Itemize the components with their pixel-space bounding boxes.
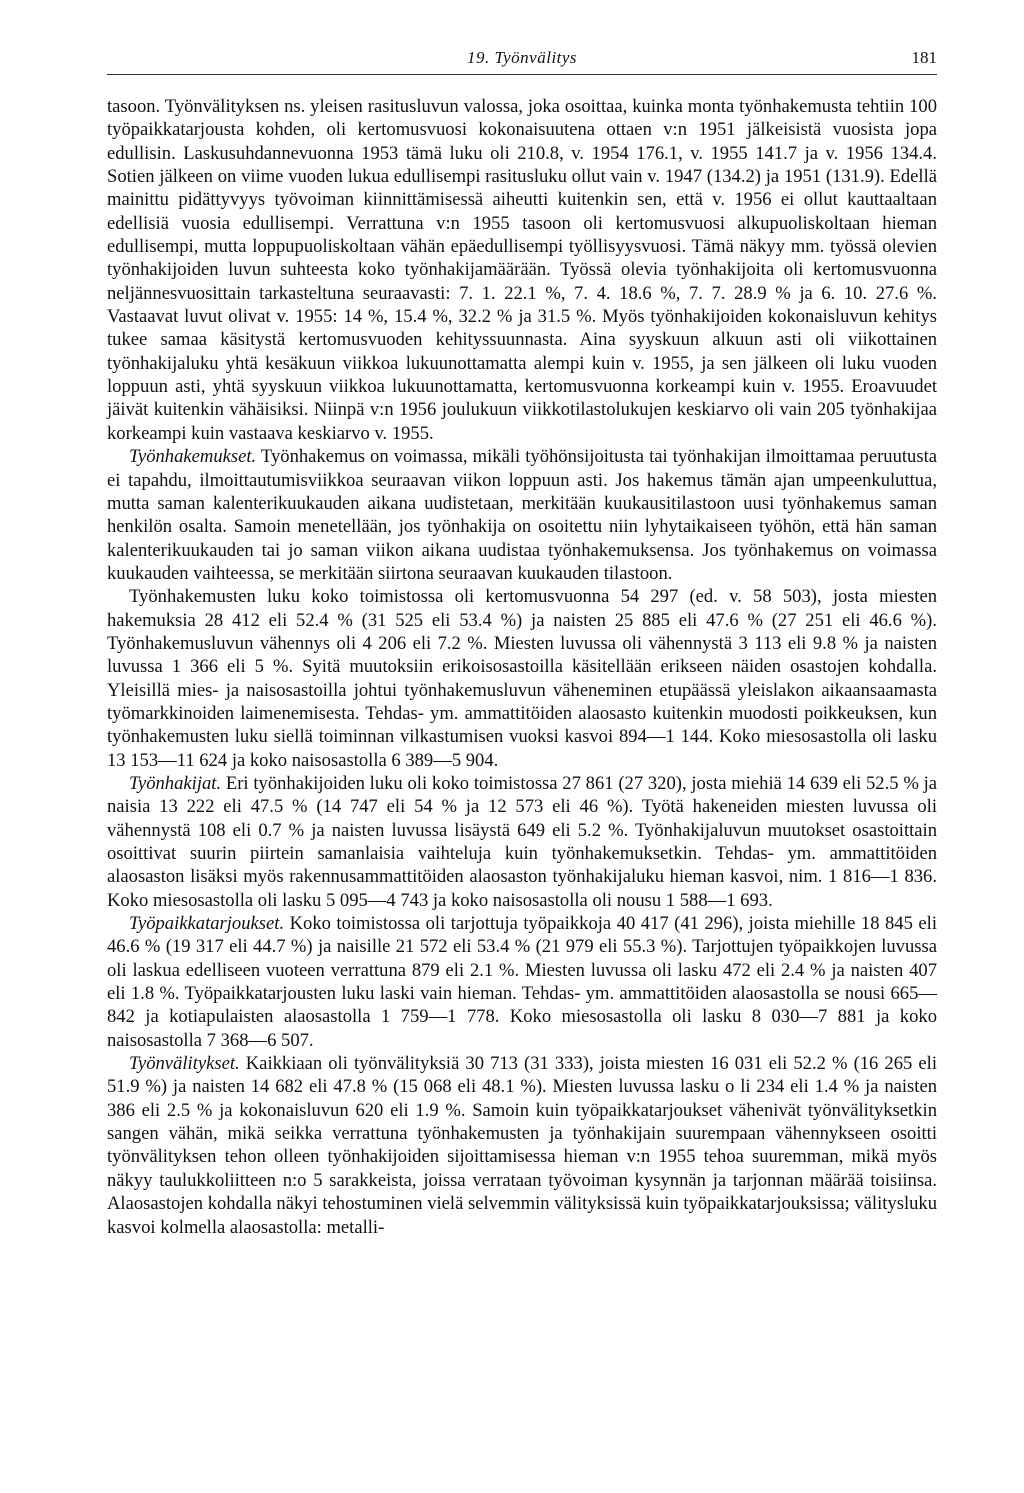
section-lead-heading: Työpaikkatarjoukset. (129, 913, 285, 935)
paragraph (107, 772, 937, 912)
running-header (107, 44, 937, 75)
section-lead-heading: Työnhakijat. (129, 772, 222, 794)
paragraph-text: Eri työnhakijoiden luku oli koko toimistossa 27 861 (27 320), josta miehiä 14 639 eli 52.5 % ja naisia 13 222 eli 47.5 % (14 747 eli 54 % ja 12 573 eli 46 %). Työtä hakeneiden miesten luvussa oli vähennystä 108 eli 0.7 % ja naisten luvussa lisäystä 649 eli 5.2 %. Työnhakijaluvun muutokset osastoittain osoittivat suurin piirtein samanlaisia vaihteluja kuin työnhakemuksetkin. Tehdas- ym. ammattitöiden alaosaston lisäksi myös rakennusammattitöiden alaosaston työnhakijaluku hieman kasvoi, nim. 1 816—1 836. Koko miesosastolla oli lasku 5 095—4 743 ja koko naisosastolla oli nousu 1 588—1 693. (107, 772, 937, 911)
body-text (107, 95, 937, 1239)
paragraph (107, 95, 937, 445)
paragraph (107, 1052, 937, 1239)
paragraph (107, 585, 937, 772)
paragraph-text: Työnhakemus on voimassa, mikäli työhönsijoitusta tai työnhakijan ilmoittamaa peruutusta ei tapahdu, ilmoittautumisviikkoa seuraavan viikon loppuun asti. Jos hakemus tämän ajan umpeenkuluttua, mutta saman kalenterikuukauden aikana uudistetaan, merkitään kuukausitilastoon uusi työnhakemus saman henkilön osalta. Samoin menetellään, jos työnhakija on osoitettu niin lyhytaikaiseen työhön, että hän saman kalenterikuukauden tai jo saman viikon aikana uudistaa työnhakemuksensa. Jos työnhakemus on voimassa kuukauden vaihteessa, se merkitään siirtona seuraavan kuukauden tilastoon. (107, 446, 937, 584)
paragraph-text: Työnhakemusten luku koko toimistossa oli kertomusvuonna 54 297 (ed. v. 58 503), josta miesten hakemuksia 28 412 eli 52.4 % (31 525 eli 53.4 %) ja naisten 25 885 eli 47.6 % (27 251 eli 46.6 %). Työnhakemusluvun vähennys oli 4 206 eli 7.2 %. Miesten luvussa oli vähennystä 3 113 eli 9.8 % ja naisten luvussa 1 366 eli 5 %. Syitä muutoksiin erikoisosastoilla käsitellään erikseen näiden osastojen kohdalla. Yleisillä mies- ja naisosastoilla johtui työnhakemusluvun väheneminen etupäässä yleislakon aikaansaamasta työmarkkinoiden laimenemisesta. Tehdas- ym. ammattitöiden alaosasto kuitenkin muodosti poikkeuksen, kun työnhakemusten luku siellä toiminnan vilkastumisen vuoksi kasvoi 894—1 144. Koko miesosastolla oli lasku 13 153—11 624 ja koko naisosastolla 6 389—5 904. (107, 586, 937, 771)
section-lead-heading: Työnvälitykset. (129, 1053, 240, 1075)
page-number: 181 (911, 48, 937, 67)
chapter-title: 19. Työnvälitys (466, 48, 578, 67)
paragraph (107, 912, 937, 1052)
paragraph-text: Kaikkiaan oli työnvälityksiä 30 713 (31 333), joista miesten 16 031 eli 52.2 % (16 265 eli 51.9 %) ja naisten 14 682 eli 47.8 % (15 068 eli 48.1 %). Miesten luvussa lasku o li 234 eli 1.4 % ja naisten 386 eli 2.5 % ja kokonaisluvun 620 eli 1.9 %. Samoin kuin työpaikkatarjoukset vähenivät työnvälityksetkin sangen vähän, mikä seikka verrattuna työnhakemusten ja työnhakijain suurempaan vähennykseen osoitti työnvälityksen tehon olleen työnhakijoiden sijoittamisessa hieman v:n 1955 tehoa suuremman, mikä myös näkyy taulukkoliitteen n:o 5 sarakkeista, joissa verrataan työvoiman kysynnän ja tarjonnan määrää toisiinsa. Alaosastojen kohdalla näkyi tehostuminen vielä selvemmin välityksissä kuin työpaikkatarjouksissa; välitysluku kasvoi kolmella alaosastolla: metalli- (107, 1053, 937, 1238)
paragraph-text: tasoon. Työnvälityksen ns. yleisen rasitusluvun valossa, joka osoittaa, kuinka monta työnhakemusta tehtiin 100 työpaikkatarjousta kohden, oli kertomusvuosi kokonaisuutena ottaen v:n 1951 jälkeisistä vuosista jopa edullisin. Laskusuhdannevuonna 1953 tämä luku oli 210.8, v. 1954 176.1, v. 1955 141.7 ja v. 1956 134.4. Sotien jälkeen on viime vuoden lukua edullisempi rasitusluku ollut vain v. 1947 (134.2) ja 1951 (131.9). Edellä mainittu pidättyvyys työvoiman kiinnittämisessä aiheutti kuitenkin sen, että v. 1956 ei ollut kauttaaltaan edellisiä vuosia edullisempi. Verrattuna v:n 1955 tasoon oli kertomusvuosi alkupuoliskoltaan hieman edullisempi, mutta loppupuoliskoltaan vähän epäedullisempi työllisyysvuosi. Tämä näkyy mm. työssä olevien työnhakijoiden luvun suhteesta koko työnhakijamäärään. Työssä olevia työnhakijoita oli kertomusvuonna neljännesvuosittain tarkasteltuna seuraavasti: 7. 1. 22.1 %, 7. 4. 18.6 %, 7. 7. 28.9 % ja 6. 10. 27.6 %. Vastaavat luvut olivat v. 1955: 14 %, 15.4 %, 32.2 % ja 31.5 %. Myös työnhakijoiden kokonaisluvun kehitys tukee samaa käsitystä kertomusvuoden kehityssuunnasta. Aina syyskuun alkuun asti oli viikottainen työnhakijaluku yhtä kesäkuun viikkoa lukuunottamatta alempi kuin v. 1955, ja sen jälkeen oli luku vuoden loppuun asti, yhtä syyskuun viikkoa lukuunottamatta, kertomusvuonna korkeampi kuin v. 1955. Eroavuudet jäivät kuitenkin vähäisiksi. Niinpä v:n 1956 joulukuun viikkotilastolukujen keskiarvo oli vain 205 työnhakijaa korkeampi kuin vastaava keskiarvo v. 1955. (107, 96, 937, 444)
section-lead-heading: Työnhakemukset. (129, 446, 257, 468)
document-page (107, 44, 937, 1239)
paragraph (107, 445, 937, 585)
paragraph-text: Koko toimistossa oli tarjottuja työpaikkoja 40 417 (41 296), joista miehille 18 845 eli 46.6 % (19 317 eli 44.7 %) ja naisille 21 572 eli 53.4 % (21 979 eli 55.3 %). Tarjottujen työpaikkojen luvussa oli laskua edelliseen vuoteen verrattuna 879 eli 2.1 %. Miesten luvussa oli lasku 472 eli 2.4 % ja naisten 407 eli 1.8 %. Työpaikkatarjousten luku laski vain hieman. Tehdas- ym. ammattitöiden alaosastolla se nousi 665—842 ja kotiapulaisten alaosastolla 1 759—1 778. Koko miesosastolla oli lasku 8 030—7 881 ja koko naisosastolla 7 368—6 507. (107, 913, 937, 1051)
